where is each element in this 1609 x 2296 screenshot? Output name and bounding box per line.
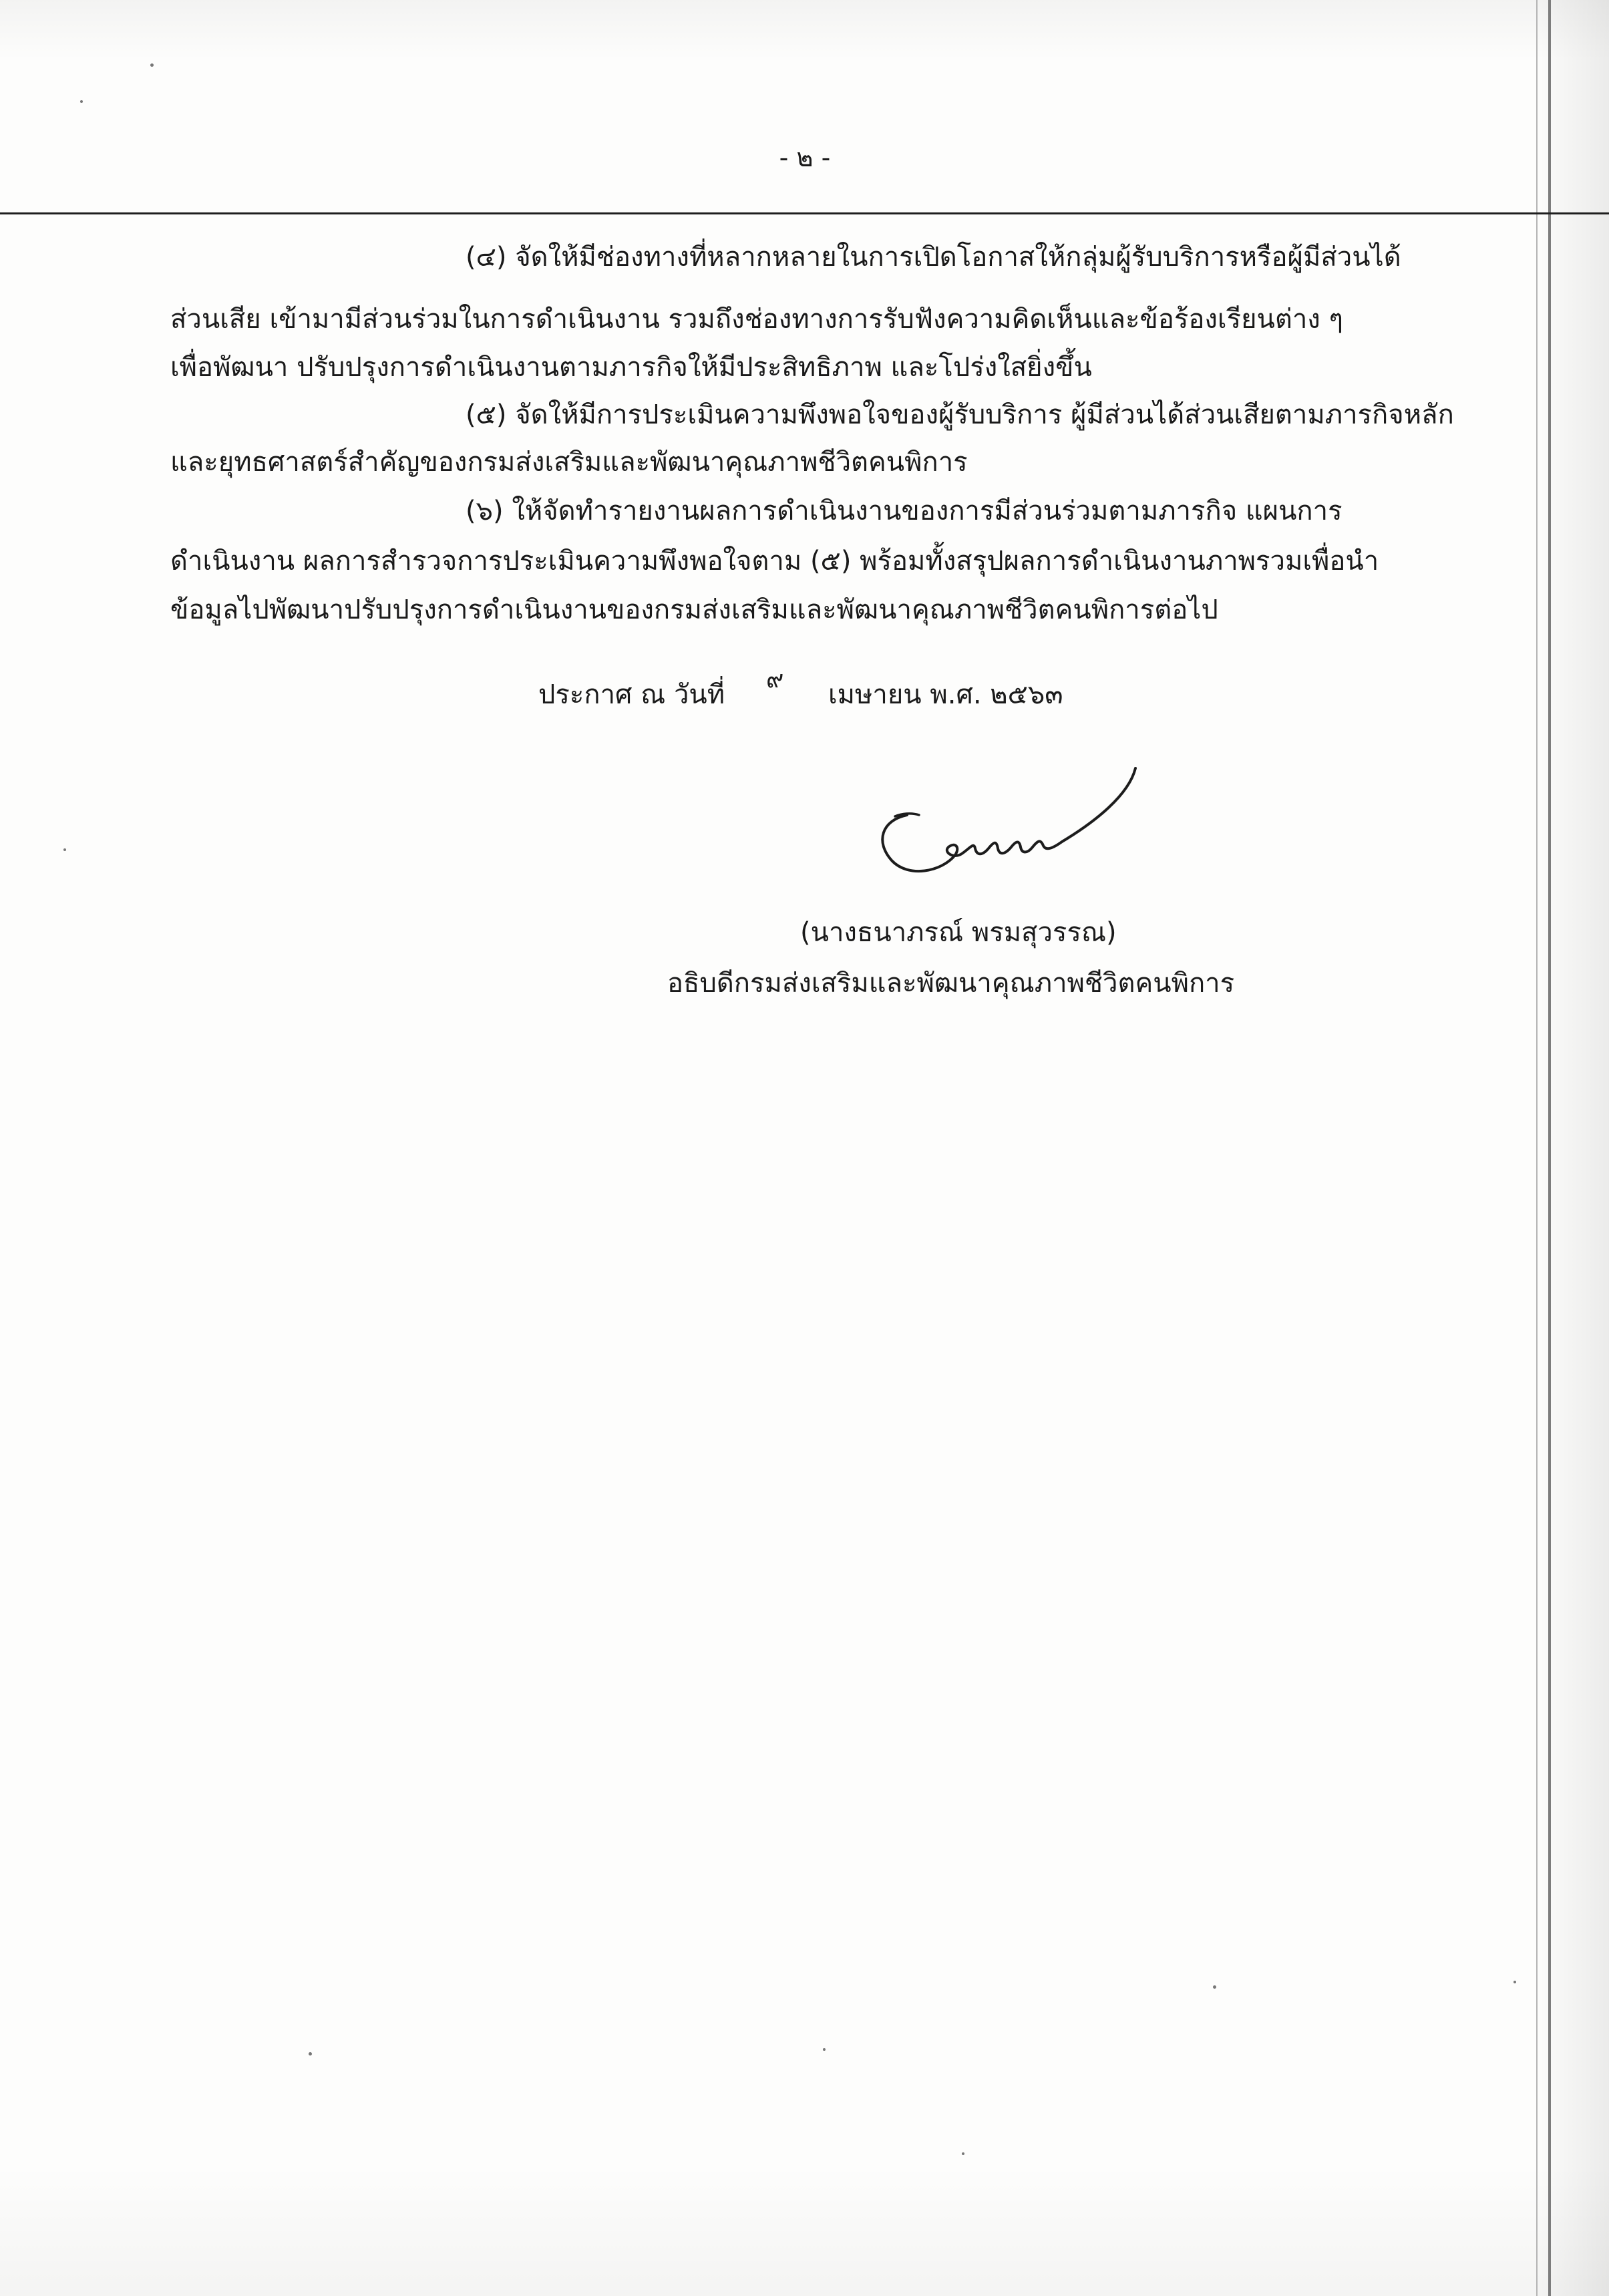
scan-speck [150,63,154,67]
scan-shadow-top [0,0,1609,60]
signature-image [855,742,1169,895]
scan-speck [962,2152,964,2155]
paragraph-4-line-1: (๔) จัดให้มีช่องทางที่หลากหลายในการเปิดโอกาสให้กลุ่มผู้รับบริการหรือผู้มีส่วนได้ [466,242,1401,273]
announcement-day: ๙ [766,666,784,693]
signatory-title: อธิบดีกรมส่งเสริมและพัฒนาคุณภาพชีวิตคนพิการ [667,968,1235,999]
paragraph-5-line-1: (๕) จัดให้มีการประเมินความพึงพอใจของผู้รับบริการ ผู้มีส่วนได้ส่วนเสียตามภารกิจหลัก [466,399,1454,430]
scan-speck [1213,1985,1216,1989]
paragraph-6-line-1: (๖) ให้จัดทำรายงานผลการดำเนินงานของการมีส่วนร่วมตามภารกิจ แผนการ [466,496,1343,526]
scan-speck [80,100,83,103]
paragraph-6-line-2: ดำเนินงาน ผลการสำรวจการประเมินความพึงพอใจตาม (๕) พร้อมทั้งสรุปผลการดำเนินงานภาพรวมเพื่อนำ [170,546,1379,577]
paragraph-4-line-3: เพื่อพัฒนา ปรับปรุงการดำเนินงานตามภารกิจให้มีประสิทธิภาพ และโปร่งใสยิ่งขึ้น [170,352,1092,383]
scan-edge-line [1536,0,1538,2296]
scan-edge-shadow [1536,0,1609,2296]
scan-speck [63,848,66,851]
announcement-prefix: ประกาศ ณ วันที่ [538,679,725,710]
paragraph-4-line-2: ส่วนเสีย เข้ามามีส่วนร่วมในการดำเนินงาน รวมถึงช่องทางการรับฟังความคิดเห็นและข้อร้องเรียนต่าง ๆ [170,304,1344,335]
scan-shadow-bottom [0,2164,1609,2296]
paragraph-6-line-3: ข้อมูลไปพัฒนาปรับปรุงการดำเนินงานของกรมส่งเสริมและพัฒนาคุณภาพชีวิตคนพิการต่อไป [170,595,1218,625]
scan-speck [1513,1981,1516,1983]
scan-speck [309,2052,312,2056]
header-rule [0,212,1609,214]
paragraph-5-line-2: และยุทธศาสตร์สำคัญของกรมส่งเสริมและพัฒนาคุณภาพชีวิตคนพิการ [170,447,968,478]
signatory-name: (นางธนาภรณ์ พรมสุวรรณ) [800,917,1117,948]
page-number: - ๒ - [779,143,831,172]
scan-edge-line [1548,0,1551,2296]
announcement-month-year: เมษายน พ.ศ. ๒๕๖๓ [828,679,1063,710]
scan-speck [823,2048,826,2051]
